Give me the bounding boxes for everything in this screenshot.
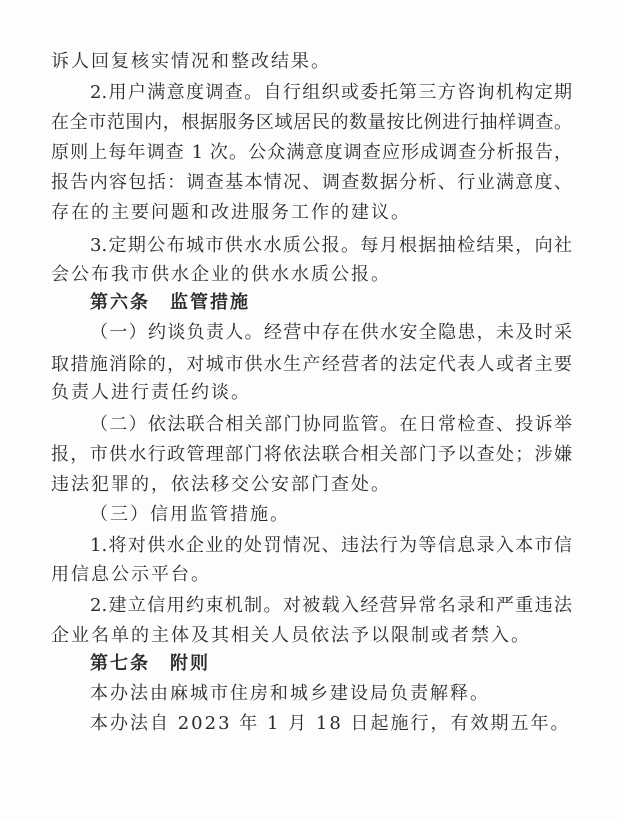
text-line: （二）依法联合相关部门协同监管。在日常检查、投诉举 <box>90 414 572 435</box>
text-line: 企业名单的主体及其相关人员依法予以限制或者禁入。 <box>51 625 531 646</box>
text-line: 2.建立信用约束机制。对被载入经营异常名录和严重违法 <box>90 595 572 616</box>
text-line: 原则上每年调查 1 次。公众满意度调查应形成调查分析报告， <box>51 142 572 163</box>
text-line: 报告内容包括：调查基本情况、调查数据分析、行业满意度、 <box>51 172 572 193</box>
text-line: （一）约谈负责人。经营中存在供水安全隐患，未及时采 <box>90 322 572 343</box>
text-line: 诉人回复核实情况和整改结果。 <box>51 51 331 72</box>
text-line: 本办法由麻城市住房和城乡建设局负责解释。 <box>90 683 490 704</box>
text-line: 会公布我市供水企业的供水水质公报。 <box>51 264 391 285</box>
text-line: （三）信用监管措施。 <box>90 504 290 525</box>
text-line: 违法犯罪的，依法移交公安部门查处。 <box>51 474 391 495</box>
text-line: 取措施消除的，对城市供水生产经营者的法定代表人或者主要 <box>51 354 572 375</box>
text-line: 本办法自 2023 年 1 月 18 日起施行，有效期五年。 <box>90 713 571 734</box>
text-line: 存在的主要问题和改进服务工作的建议。 <box>51 202 411 223</box>
text-line: 3.定期公布城市供水水质公报。每月根据抽检结果，向社 <box>90 235 572 256</box>
text-line: 1.将对供水企业的处罚情况、违法行为等信息录入本市信 <box>90 535 572 556</box>
text-line: 负责人进行责任约谈。 <box>51 382 251 403</box>
text-line: 用信息公示平台。 <box>51 564 211 585</box>
text-line: 2.用户满意度调查。自行组织或委托第三方咨询机构定期 <box>90 82 572 103</box>
article-heading: 第六条 监管措施 <box>90 292 250 313</box>
article-heading: 第七条 附则 <box>90 653 210 674</box>
text-line: 报，市供水行政管理部门将依法联合相关部门予以查处；涉嫌 <box>51 444 572 465</box>
text-line: 在全市范围内，根据服务区域居民的数量按比例进行抽样调查。 <box>51 112 572 133</box>
